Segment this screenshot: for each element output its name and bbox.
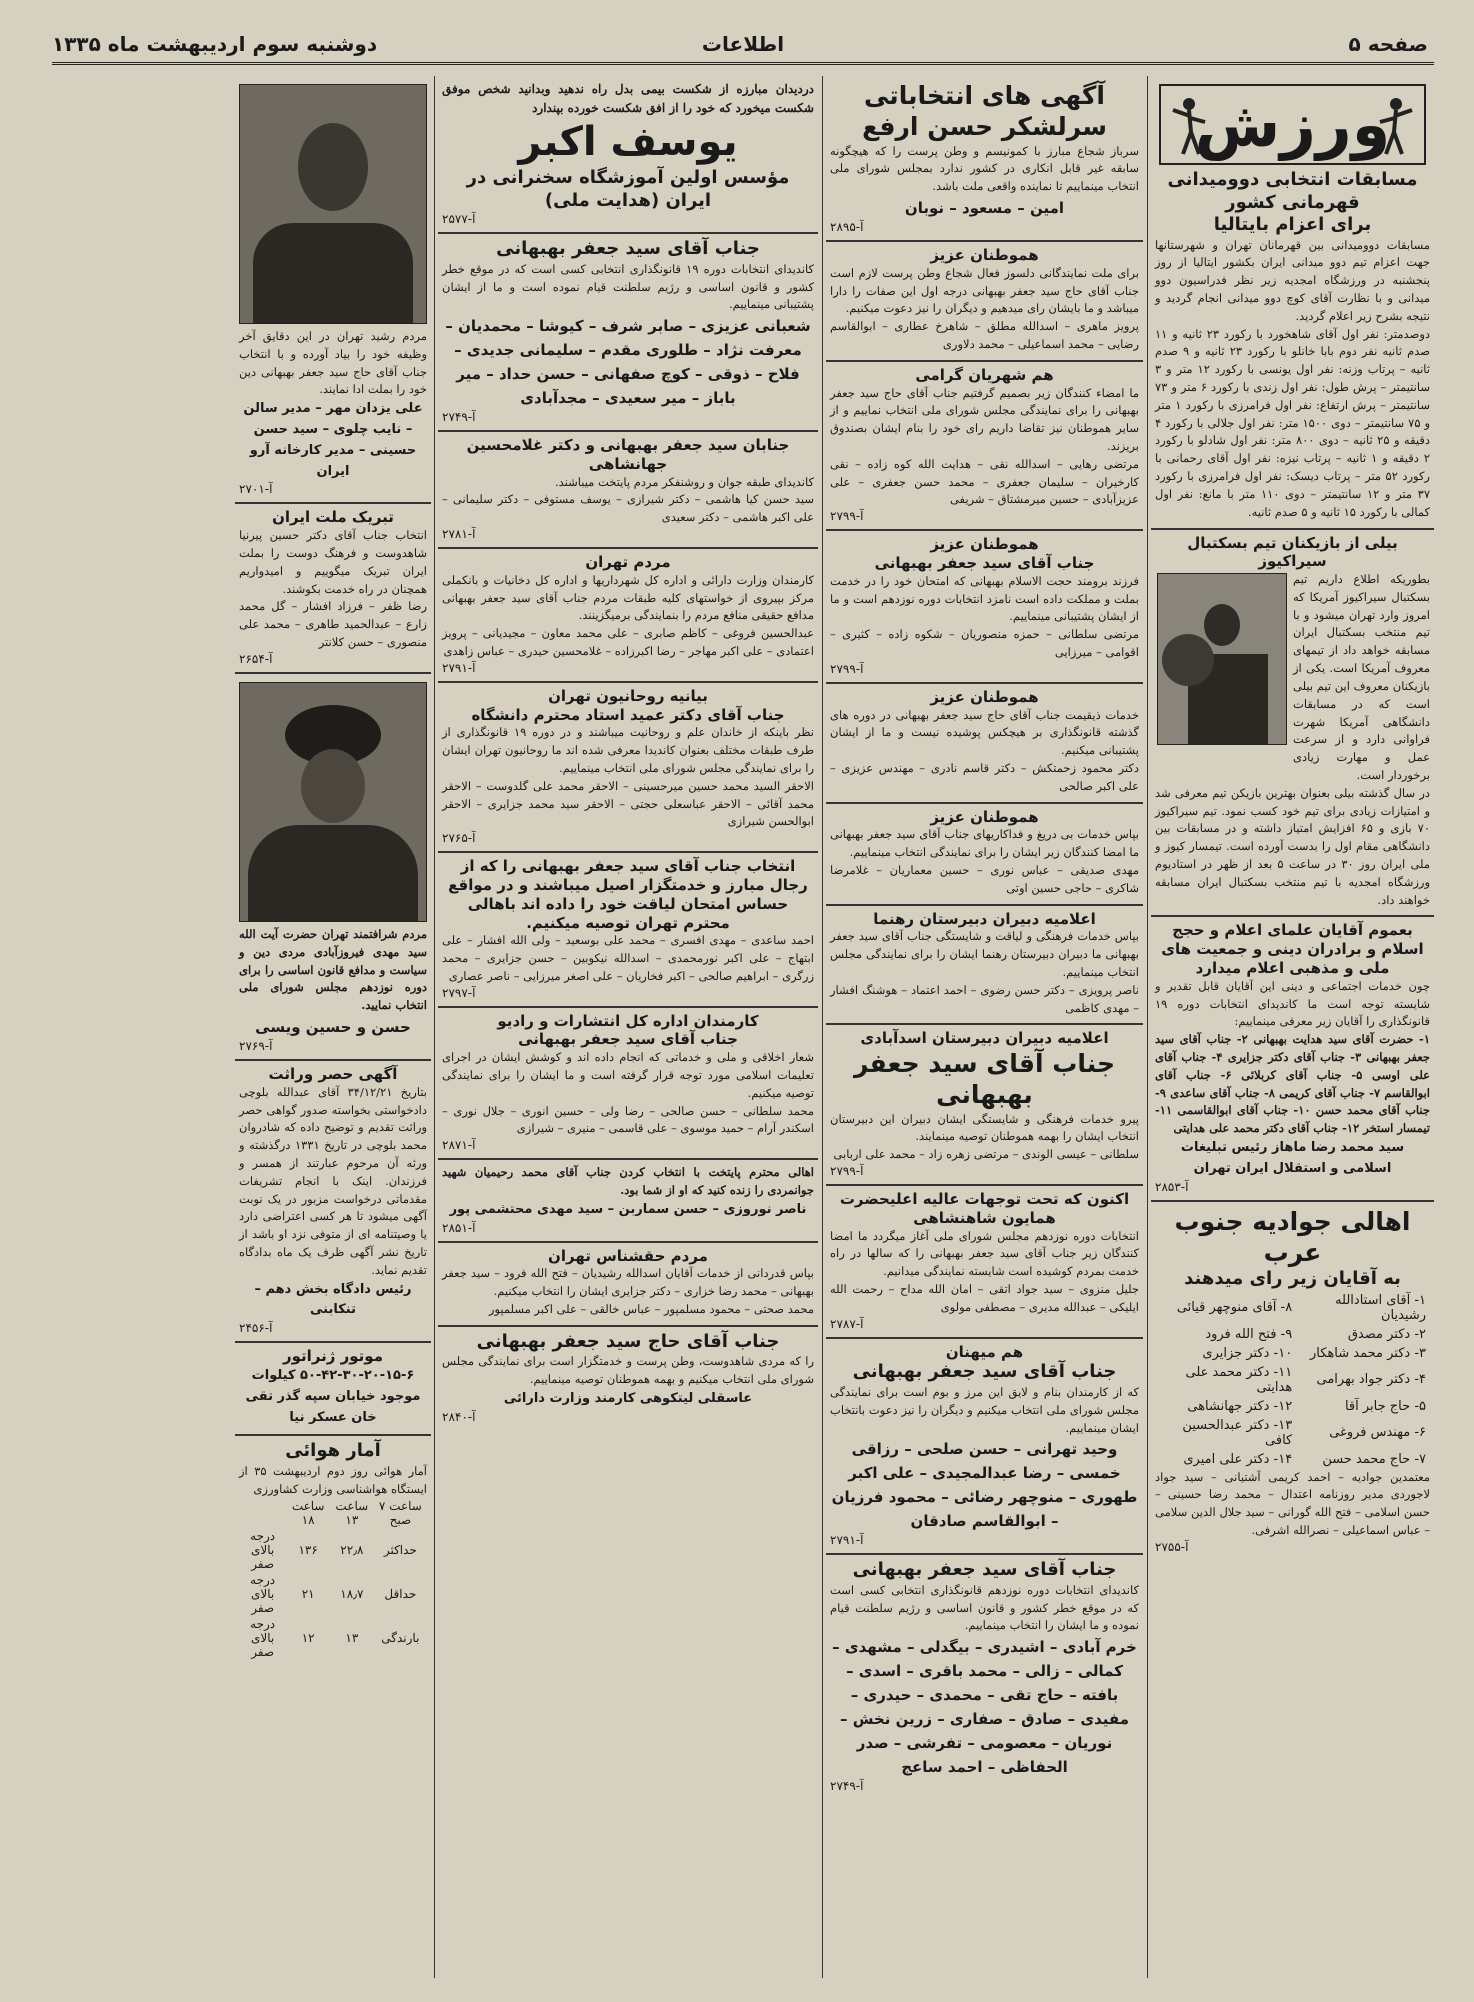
ad-title: هموطنان عزیز — [930, 687, 1039, 706]
candidate-item: ۶- مهندس فروغی — [1329, 1425, 1426, 1441]
weather-row — [239, 1528, 427, 1572]
ad-title: مردم حقشناس تهران — [548, 1246, 708, 1265]
ad-text: بپاس خدمات بی دریغ و فداکاریهای جناب آقای سید جعفر بهبهانی ما امضا کنندگان زیر ایشان را برای نمایندگی انتخاب مینماییم. — [830, 827, 1139, 860]
ad-block — [826, 1339, 1143, 1556]
ad-title: اعلامیه دبیران دبیرستان اسدآبادی — [860, 1029, 1109, 1048]
ad-sign: امین – مسعود – نوبان — [904, 198, 1065, 217]
ad-block — [438, 1243, 818, 1327]
ad-ref: آ-۲۸۴۰ — [442, 1409, 476, 1424]
ad-ref: آ-۲۷۸۱ — [442, 527, 476, 542]
weather-row — [239, 1616, 427, 1660]
ad-sign: مهدی صدیقی – عباس نوری – حسین معماریان – غلامرضا شاکری – حاجی حسین اوتی — [830, 862, 1139, 895]
boxer-figure-icon — [1372, 96, 1418, 156]
ad-ref: آ-۲۶۵۴ — [239, 651, 273, 666]
weather-table — [239, 1498, 427, 1660]
ad-text: که از کارمندان بنام و لایق این مرز و بوم است برای نمایندگی مجلس شورای ملی انتخاب میکنیم و دیگران را نیز دعوت بانتخاب ایشان مینماییم. — [830, 1384, 1139, 1435]
candidate-item: ۳- دکتر محمد شاهکار — [1310, 1345, 1426, 1361]
ad-ref: آ-۲۷۴۹ — [442, 410, 476, 425]
ad-sign: شعبانی عزیزی – صابر شرف – کیوشا – محمدیان – معرفت نژاد – طلوری مقدم – سلیمانی جدیدی – فلاح – ذوقی – کوچ صفهانی – حسن حداد – میر باباز – میر سعیدی – مجدآبادی — [445, 317, 811, 408]
sports-results: دوصدمتر: نفر اول آقای شاهخورد با رکورد ۲۳ ثانیه و ۱۱ صدم ثانیه نفر دوم بابا خانلو با رکورد ۲۳ ثانیه و ۹ صدم ثانیه – پرتاب وزنه: نفر اول یونسی با رکورد ۱۲ متر و ۳ سانتیمتر – پرش طول: نفر اول زندی با رکورد ۶ متر و ۷۳ سانتیمتر – پرش ارتفاع: نفر اول فرامرزی با رکورد ۱ متر و ۷۵ سانتیمتر – دوی ۱۵۰۰ متر: نفر اول جلالی با رکورد ۴ دقیقه و ۲۵ ثانیه – دوی ۸۰۰ متر: نفر اول شادلو با رکورد ۲ دقیقه و ۱ ثانیه – پرتاب نیزه: نفر اول آقای رحمانی با رکورد ۵۲ متر – پرتاب دیسک: نفر اول فرامرزی با رکورد ۳۷ متر و ۱۲ سانتیمتر – دوی ۱۱۰ متر با مانع: نفر اول کمالی با رکورد ۱۵ ثانیه و ۵ صدم ثانیه. — [1155, 326, 1431, 519]
ad-ref: آ-۲۷۹۹ — [830, 1164, 864, 1179]
ad-ref: آ-۲۴۵۶ — [239, 1321, 273, 1336]
ad-block — [826, 76, 1143, 242]
ad-sign: عاسقلی لیتکوهی کارمند وزارت دارائی — [503, 1390, 753, 1406]
weather-cell: ۱۳ — [345, 1631, 359, 1646]
ad-text: ۵۰-۴۲-۳۰-۲۰-۱۵-۶ کیلوات موجود خیابان سپه گذر تقی خان عسکر نیا — [245, 1367, 421, 1425]
ad-text: انتخاب جناب آقای دکتر حسین پیرنیا شاهدوست و فرهنگ دوست را بملت ایران تبریک میگوییم و امیدواریم همچنان در راه خدمت بکوشند. — [239, 528, 427, 596]
ad-title: هموطنان عزیز — [930, 807, 1039, 826]
boxer-figure-icon — [1167, 96, 1213, 156]
ad-block — [826, 804, 1143, 906]
ad-ref: آ-۲۷۹۹ — [830, 661, 864, 676]
ad-title: هم شهریان گرامی — [915, 365, 1054, 384]
yusuf-title: مؤسس اولین آموزشگاه سخنرانی در ایران (هدایت ملی) — [466, 167, 790, 211]
ad-heading: جناب آقای سید جعفر بهبهانی — [852, 1361, 1117, 1383]
left-column — [235, 76, 431, 1978]
ad-text: بتاریخ ۳۴/۱۲/۲۱ آقای عبدالله بلوچی دادخواستی بخواسته صدور گواهی حصر وراثت تقدیم و توضیح داده که شادروان محمد بلوچی در تاریخ ۱۳۳۱ درگذشته و ورثه آن مرحوم عبارتند از همسر و فرزندان. اینک با انجام تشریفات مقدماتی درخواست مزبور در یک نوبت آگهی میشود تا هر کسی اعتراضی دارد یا وصیتنامه ای از متوفی نزد او باشد از تاریخ نشر آگهی ظرف یک ماه بدادگاه تقدیم نماید. — [239, 1084, 428, 1277]
weather-cell: درجه بالای صفر — [250, 1573, 276, 1616]
ad-text: ما امضاء کنندگان زیر بصمیم گرفتیم جناب آقای حاج سید جعفر بهبهانی را برای نمایندگی مجلس شورای ملی انتخاب نماییم و از سایر هموطنان نیز تقاضا داریم رای خود را بنام ایشان بصندوق بریزند. — [830, 385, 1139, 453]
notice-title: بعموم آقایان علمای اعلام و حجج اسلام و برادران دینی و جمعیت های ملی و مذهبی اعلام میدارد — [1161, 921, 1424, 977]
ad-sign: ناصر نوروزی – حسن سماربن – سید مهدی محتشمی پور — [449, 1201, 807, 1217]
ad-ref: آ-۲۸۹۵ — [830, 219, 864, 234]
south-subtitle: به آقایان زیر رای میدهند — [1184, 1268, 1401, 1290]
ad-block — [826, 1186, 1143, 1339]
ads-column-3 — [438, 76, 818, 1978]
ad-text: مردم رشید تهران در این دقایق آخر وظیفه خود را بیاد آورده و با انتخاب جناب آقای حاج سید جعفر بهبهانی دین خود را بملت ادا نمایند. — [239, 329, 427, 397]
ad-title: اعلامیه دبیران دبیرستان رهنما — [873, 909, 1096, 928]
weather-cell: ۱۲ — [301, 1631, 315, 1646]
notice-sign: سید محمد رضا ماهاز رئیس تبلیغات اسلامی و استقلال ایران تهران — [1180, 1140, 1405, 1176]
sports-logo — [1159, 84, 1426, 165]
weather-header-cell: ساعت ۱۸ — [291, 1499, 325, 1528]
ad-title: جناب آقای سید جعفر بهبهانی — [496, 238, 760, 260]
candidate-item: ۱- آقای استادالله رشیدیان — [1335, 1292, 1426, 1323]
ad-text: را که مردی شاهدوست، وطن پرست و خدمتگزار است برای نمایندگی مجلس شورای ملی انتخاب میکنیم و بهمه هموطنان توصیه مینماییم. — [442, 1354, 814, 1387]
ad-ref: آ-۲۷۹۱ — [442, 660, 476, 675]
ad-ref: آ-۲۷۶۹ — [239, 1038, 273, 1053]
candidate-item: ۵- حاج جابر آقا — [1344, 1398, 1426, 1414]
weather-cell: ۲۱ — [301, 1587, 315, 1602]
ad-title: بیانیه روحانیون تهران — [548, 686, 708, 705]
ad-ref: آ-۲۸۷۱ — [442, 1138, 476, 1153]
ad-text: فرزند برومند حجت الاسلام بهبهانی که امتحان خود را در خدمت بملت و مملکت داده است نامزد انتخابات دوره نوزدهم است و ما از ایشان پشتیبانی مینماییم. — [830, 573, 1139, 624]
ad-ref: آ-۲۷۴۹ — [830, 1779, 864, 1794]
ad-block — [438, 1160, 818, 1242]
ad-sign: احمد ساعدی – مهدی افسری – محمد علی بوسعید – ولی الله افشار – علی ابتهاج – علی اکبر نورمحمدی – اسدالله نیکوبین – حسن جزایری – محمد زرگری – ابراهیم صالحی – اکبر فخاریان – علی اصغر میرزایی – ناصر عصاری — [442, 933, 814, 983]
election-ads-column — [826, 76, 1143, 1978]
weather-cell: ۱۸٫۷ — [340, 1587, 364, 1602]
weather-cell: درجه بالای صفر — [250, 1529, 276, 1572]
ad-sign: جلیل منزوی – سید جواد اتقی – امان الله مداح – رحمت الله ایلیکی – عبدالله مدیری – مصطفی مولوی — [830, 1282, 1139, 1314]
ad-title: سرلشکر حسن ارفع — [862, 112, 1107, 142]
notice-text: چون خدمات اجتماعی و دینی این آقایان قابل تقدیر و شایسته توجه است ما کاندیدای انتخابات دوره ۱۹ قانونگذاری را آقایان زیر معرفی مینماییم: — [1155, 978, 1430, 1029]
ad-block — [438, 1327, 818, 1430]
ad-block — [826, 242, 1143, 362]
ad-block — [826, 531, 1143, 684]
ad-block — [438, 549, 818, 683]
candidate-item: ۱۰- دکتر جزایری — [1202, 1345, 1293, 1361]
weather-cell: حداکثر — [383, 1543, 417, 1558]
ad-title: کارمندان اداره کل انتشارات و رادیو — [497, 1011, 759, 1030]
ad-text: برای ملت نمایندگانی دلسوز فعال شجاع وطن پرست لازم است جناب آقای حاج سید جعفر بهبهانی درجه اول این صفات را دارا میباشد و ما بایشان رای میدهیم و دیگران را نیز دعوت میکنیم. — [830, 265, 1139, 316]
ad-ref: آ-۲۷۶۵ — [442, 831, 476, 846]
ad-text: کاندیدای طبقه جوان و روشنفکر مردم پایتخت میباشند. — [554, 474, 814, 489]
weather-title: آمار هوائی — [285, 1440, 381, 1462]
weather-cell: ۱۳۶ — [298, 1543, 318, 1558]
ad-sign: پرویز ماهری – اسدالله مطلق – شاهرخ عطاری – ابوالقاسم رضایی – محمد اسماعیلی – محمد دلاوری — [830, 319, 1139, 351]
sports-headline: مسابقات انتخابی دوومیدانی قهرمانی کشور — [1167, 169, 1418, 213]
portrait-photo — [239, 84, 427, 324]
weather-header-cell: ساعت ۱۳ — [335, 1499, 369, 1528]
ads-section-title: آگهی های انتخاباتی — [864, 81, 1105, 110]
sports-column — [1151, 76, 1434, 1978]
ad-sign: محمد سلطانی – حسن صالحی – رضا ولی – حسین انوری – جلال نوری – اسکندر آرام – حمید موسوی – علی قاسمی – منیری – شیرازی — [442, 1103, 814, 1136]
sports-intro: مسابقات دوومیدانی بین قهرمانان تهران و شهرستانها جهت اعزام تیم دوو میدانی ایران بکشور ایتالیا از روز پنجشنبه در ورزشگاه امجدیه زیر نظر فدراسیون دوو میدانی و با نظارت آقای کوچ دوو میدانی انجام گردید و نتیجه بشرح زیر اعلام گردید. — [1155, 237, 1430, 323]
candidate-item: ۹- فتح الله فرود — [1205, 1326, 1293, 1342]
weather-row — [239, 1572, 427, 1616]
ad-block — [826, 1555, 1143, 1799]
ad-block — [235, 76, 431, 504]
south-candidate-table — [1155, 1291, 1430, 1469]
ad-sign: حسن و حسین ویسی — [255, 1017, 411, 1036]
ad-sign: خرم آبادی – اشیدری – بیگدلی – مشهدی – کمالی – زالی – محمد باقری – اسدی – بافته – حاج تقی – محمدی – حیدری – مفیدی – صادق – صفاری – زرین نخش – نوریان – معصومی – تفرشی – صدر الحفاظی – احمد ساعج — [832, 1638, 1137, 1777]
ad-sign: دکتر محمود زحمتکش – دکتر قاسم نادری – مهندس عزیزی – علی اکبر صالحی — [830, 760, 1139, 793]
ad-block — [826, 684, 1143, 804]
ad-sign: سلطانی – عیسی الوندی – مرتضی زهره زاد – محمد علی اربابی — [833, 1147, 1139, 1162]
weather-block — [235, 1436, 431, 1666]
sports-section — [1151, 76, 1434, 530]
ad-ref: آ-۲۷۹۹ — [830, 509, 864, 524]
ad-block — [438, 853, 818, 1007]
ad-text: سرباز شجاع مبارز با کمونیسم و وطن پرست را که هیچگونه سابقه غیر قابل انکاری در کشور ندارد بمجلس شورای ملی انتخاب مینماییم تا نماینده واقعی ملت باشد. — [830, 143, 1139, 194]
basketball-article — [1151, 530, 1434, 918]
ad-text: کارمندان وزارت دارائی و اداره کل شهرداریها و اداره کل دخانیات و بانکملی مرکز بپیروی از خواستهای کلیه طبقات مردم جناب آقای سید جعفر بهبهانی مدافع حقیقی منافع مردم را بنمایندگی برمیگزینند. — [442, 572, 814, 623]
ad-ref: آ-۲۷۹۷ — [442, 985, 476, 1000]
ad-sign: رئیس دادگاه بخش دهم – تنکابنی — [254, 1281, 412, 1318]
ad-block — [438, 432, 818, 549]
ad-text: خدمات ذیقیمت جناب آقای حاج سید جعفر بهبهانی در دوره های گذشته قانونگذاری بر هیچکس پوشیده نیست و ما از ایشان پشتیبانی میکنیم. — [830, 707, 1139, 758]
ad-sign: الاحقر السید محمد حسین میرحسینی – الاحقر محمد علی گلدوست – الاحقر محمد آقائی – الاحقر عباسعلی حجتی – الاحقر سید محمد جزایری – الاحقر ابوالحسن شیرازی — [442, 778, 814, 829]
ad-sign: مرتضی سلطانی – حمزه منصوریان – شکوه زاده – کثیری – اقوامی – میرزایی — [830, 627, 1139, 659]
notice-ad — [1151, 917, 1434, 1201]
ad-text: پیرو خدمات فرهنگی و شایستگی ایشان دبیران این دبیرستان انتخاب ایشان را بهمه هموطنان توصیه مینمایند. — [830, 1111, 1139, 1144]
ad-block — [235, 1343, 431, 1436]
south-javadieh-ad — [1151, 1202, 1434, 1560]
ad-block — [235, 504, 431, 673]
basketball-title: بیلی از بازیکنان تیم بسکتبال سیراکیوز — [1187, 533, 1398, 571]
ad-block — [826, 1025, 1143, 1186]
cleric-portrait-photo — [239, 682, 427, 922]
ad-text: شعار اخلاقی و ملی و خدماتی که انجام داده اند و کوشش ایشان در اجرای تعلیمات اسلامی مورد توجه قرار گرفته است و ما ایشان را برای نمایندگی توصیه میکنیم. — [442, 1050, 814, 1100]
ad-title: هموطنان عزیز — [930, 535, 1039, 554]
ad-title: آگهی حصر وراثت — [268, 1064, 398, 1083]
notice-ref: آ-۲۸۵۳ — [1155, 1179, 1189, 1194]
ad-ref: آ-۲۸۵۱ — [442, 1220, 476, 1235]
ad-title: هموطنان عزیز — [930, 245, 1039, 264]
ad-block — [826, 362, 1143, 531]
ad-ref: آ-۲۷۹۱ — [830, 1533, 864, 1548]
ad-title: جنابان سید جعفر بهبهانی و دکتر غلامحسین جهانشاهی — [466, 436, 790, 473]
ad-block — [438, 1008, 818, 1161]
paper-name: اطلاعات — [701, 32, 785, 56]
ad-text: بپاس خدمات فرهنگی و لیاقت و شایستگی جناب آقای سید جعفر بهبهانی ما دبیران دبیرستان رهنما ایشان را برای نمایندگی مجلس انتخاب مینماییم. — [830, 929, 1139, 979]
ad-title: جناب آقای حاج سید جعفر بهبهانی — [476, 1330, 780, 1352]
ad-block — [235, 674, 431, 1061]
basketball-text-2: در سال گذشته بیلی بعنوان بهترین بازیکن تیم معرفی شد و امتیازات زیادی برای تیم خود کسب نمود. تیم سیراکیوز ۷۰ بازی و ۶۵ افزایش امتیاز داشته و در مسابقات بین دانشگاهی مقام اول را بدست آورده است. تیمسار کیوز و ملی ایران روز ۳۰ در ساعت ۵ بعد از ظهر در استادیوم ورزشگاه امجدیه با تیم منتخب بسکتبال ایران مسابقه خواهند داد. — [1155, 785, 1430, 907]
ad-text: مردم شرافتمند تهران حضرت آیت الله سید مهدی فیروزآبادی مردی دین و سیاست و مدافع قانون اساسی را برای دوره نوزدهم مجلس شورای ملی انتخاب نمایید. — [239, 926, 427, 1013]
candidate-item: ۴- دکتر جواد بهرامی — [1316, 1372, 1426, 1388]
ad-text: کاندیدای انتخابات دوره نوزدهم قانونگذاری انتخابی کسی است که در موقع خطر کشور و قانون اساسی و رژیم سلطنت قیام نموده و ما ایشان را انتخاب مینماییم. — [830, 1582, 1139, 1633]
ad-block — [438, 76, 818, 234]
sports-logo-text: ورزش — [1194, 88, 1391, 161]
weather-text: آمار هوائی روز دوم اردیبهشت ۳۵ از ایستگاه هواشناسی وزارت کشاورزی — [239, 1463, 428, 1496]
notice-list: ۱- حضرت آقای سید هدایت بهبهانی ۲- جناب آقای سید جعفر بهبهانی ۳- جناب آقای دکتر جزایری ۴- جناب آقای علی اوسی ۵- جناب آقای کربلائی ۶- جناب آقای ابوالقاسم ۷- جناب آقای کریمی ۸- جناب آقای ساعدی ۹- جناب آقای محمد حسن ۱۰- جناب آقای ابوالقاسمی ۱۱- تیمسار استخر ۱۲- جناب آقای دکتر محمد علی هدایتی — [1155, 1032, 1431, 1136]
candidate-item: ۱۲- دکتر جهانشاهی — [1187, 1398, 1293, 1414]
issue-date: دوشنبه سوم اردیبهشت ماه ۱۳۳۵ — [52, 32, 378, 56]
weather-cell: حداقل — [384, 1587, 417, 1602]
masthead — [52, 28, 1434, 65]
ad-title: اکنون که تحت توجهات عالیه اعلیحضرت همایون شاهنشاهی — [839, 1190, 1130, 1227]
ad-block — [438, 683, 818, 853]
basketball-player-photo — [1157, 573, 1287, 745]
ad-heading: جناب آقای سید جعفر بهبهانی — [518, 1030, 738, 1049]
ad-sign: وحید تهرانی – حسن صلحی – رزاقی خمسی – رضا عبدالمجیدی – علی اکبر طهوری – منوچهر رضائی – محمود فرزیان – ابوالقاسم صادقان — [831, 1440, 1138, 1531]
ad-heading: جناب آقای سید جعفر بهبهانی — [874, 553, 1095, 572]
ad-block — [235, 1061, 431, 1343]
candidate-item: ۲- دکتر مصدق — [1347, 1326, 1426, 1342]
ad-ref: آ-۲۵۷۷ — [442, 212, 476, 227]
weather-cell: درجه بالای صفر — [250, 1617, 276, 1660]
candidate-item: ۱۴- دکتر علی امیری — [1183, 1451, 1293, 1467]
ad-sign: سید حسن کیا هاشمی – دکتر شیرازی – یوسف مستوفی – دکتر سلیمانی – علی اکبر هاشمی – دکتر سعیدی — [442, 492, 814, 525]
ad-title: جناب آقای سید جعفر بهبهانی — [852, 1559, 1117, 1581]
sports-subhead: برای اعزام بایتالیا — [1213, 214, 1372, 235]
candidate-item: ۸- آقای منوچهر قیائی — [1176, 1300, 1293, 1316]
ad-sign: محمد صحتی – محمود مسلمپور – عباس خالقی – علی اکبر مسلمپور — [488, 1302, 814, 1317]
candidate-item: ۱۱- دکتر محمد علی هدایتی — [1185, 1364, 1293, 1395]
ad-title: هم میهنان — [945, 1342, 1024, 1361]
ad-text: نظر باینکه از خاندان علم و روحانیت میباشند و در دوره ۱۹ قانونگذاری از طرف طبقات مختلف بعنوان کاندیدا معرفی شده اند ما روحانیون تهران ایشان را برای نمایندگی مجلس شورای ملی انتخاب مینماییم. — [442, 725, 814, 775]
weather-cell: بارندگی — [381, 1631, 420, 1646]
ad-title: مردم تهران — [585, 553, 671, 572]
ad-text: انتخابات دوره نوزدهم مجلس شورای ملی آغاز میگردد ما امضا کنندگان زیر جناب آقای سید جعفر بهبهانی را که سالها در راه خدمت بمردم کوشیده است شایسته نمایندگی میدانیم. — [830, 1228, 1139, 1279]
ad-ref: آ-۲۷۸۷ — [830, 1316, 864, 1331]
ad-text: اهالی محترم پایتخت با انتخاب کردن جناب آقای محمد رحیمیان شهید جوانمردی را زنده کنید که او از شما بود. — [442, 1165, 814, 1198]
south-title: اهالی جوادیه جنوب عرب — [1174, 1206, 1411, 1267]
ad-title: انتخاب جناب آقای سید جعفر بهبهانی را که از رجال مبارز و خدمتگزار اصیل میباشند و در مواقع حساس امتحان لیاقت خود را داده اند باهالی محترم تهران توصیه میکنیم. — [448, 857, 808, 932]
candidate-item: ۱۳- دکتر عبدالحسین کافی — [1182, 1417, 1293, 1448]
ad-sign: رضا ظفر – فرزاد افشار – گل محمد زارع – عبدالحمید طاهری – محمد علی منصوری – حسن کلانتر — [239, 599, 427, 650]
ad-sign: علی یزدان مهر – مدیر سالن – نایب چلوی – سید حسن حسینی – مدیر کارخانه آرو ایران — [243, 401, 423, 479]
candidate-item: ۷- حاج محمد حسن — [1322, 1451, 1426, 1467]
ad-sign: ناصر پرویزی – دکتر حسن رضوی – احمد اعتماد – هوشنگ افشار – مهدی کاظمی — [830, 982, 1139, 1015]
yusuf-name: یوسف اکبر — [518, 119, 738, 166]
ad-block — [438, 234, 818, 432]
top-note: دردیدان مبارزه از شکست بیمی بدل راه ندهید وبدانید شخص موفق شکست میخورد که خود را از افق شکست خورده بپندارد — [442, 82, 814, 115]
ad-block — [826, 906, 1143, 1026]
south-ref: آ-۲۷۵۵ — [1155, 1539, 1189, 1554]
ad-sign: مرتضی رهایی – اسدالله نقی – هدایت الله کوه زاده – نقی کارخیران – سلیمان جعفری – محمد حسن جعفری – علی عزیزآبادی – حسین میرمشتاق – شریفی — [830, 456, 1139, 507]
ad-heading: جناب آقای دکتر عمید استاد محترم دانشگاه — [471, 705, 785, 724]
ad-sign: عبدالحسین فروغی – کاظم صابری – علی محمد معاون – مجیدیانی – پرویز اعتمادی – علی اکبر مهاجر – رضا اکبرزاده – غلامحسین حیدری – عباس زاهدی — [442, 626, 814, 659]
page-number: صفحه ۵ — [1348, 32, 1428, 56]
weather-header-cell: ساعت ۷ صبح — [378, 1499, 422, 1528]
basketball-text: بطوریکه اطلاع داریم تیم بسکتبال سیراکیوز آمریکا که امروز وارد تهران میشود و با تیم منتخب بسکتبال ایران مسابقه خواهد داد از تیمهای معروف آمریکا است. یکی از بازیکنان معروف این تیم بیلی است که در مسابقات دانشگاهی آمریکا شهرت فراوانی دارد و از سرعت عمل و مهارت زیادی برخوردار است. — [1293, 572, 1430, 782]
ad-title: موتور ژنراتور — [283, 1347, 383, 1366]
weather-cell: ۲۲٫۸ — [340, 1543, 364, 1558]
ad-text: بپاس قدردانی از خدمات آقایان اسدالله رشیدیان – فتح الله فرود – سید جعفر بهبهانی – محمد رضا خزاری – دکتر جزایری ایشان را انتخاب میکنیم. — [442, 1266, 814, 1299]
ad-heading: جناب آقای سید جعفر بهبهانی — [854, 1049, 1115, 1110]
ad-title: تبریک ملت ایران — [272, 508, 394, 527]
ad-text: کاندیدای انتخابات دوره ۱۹ قانونگذاری انتخابی کسی است که در موقع خطر کشور و قانون اساسی و رژیم سلطنت قیام نموده است و ما از ایشان پشتیبانی مینماییم. — [442, 261, 814, 312]
south-text: معتمدین جوادیه – احمد کریمی آشتیانی – سید جواد لاجوردی مدیر روزنامه اعتدال – محمد رضا حسینی – حسن اسلامی – فتح الله گورانی – سید جلال الدین سلامی – عباس اسماعیلی – نصرالله اشرفی. — [1155, 1469, 1430, 1538]
ad-ref: آ-۲۷۰۱ — [239, 482, 273, 497]
